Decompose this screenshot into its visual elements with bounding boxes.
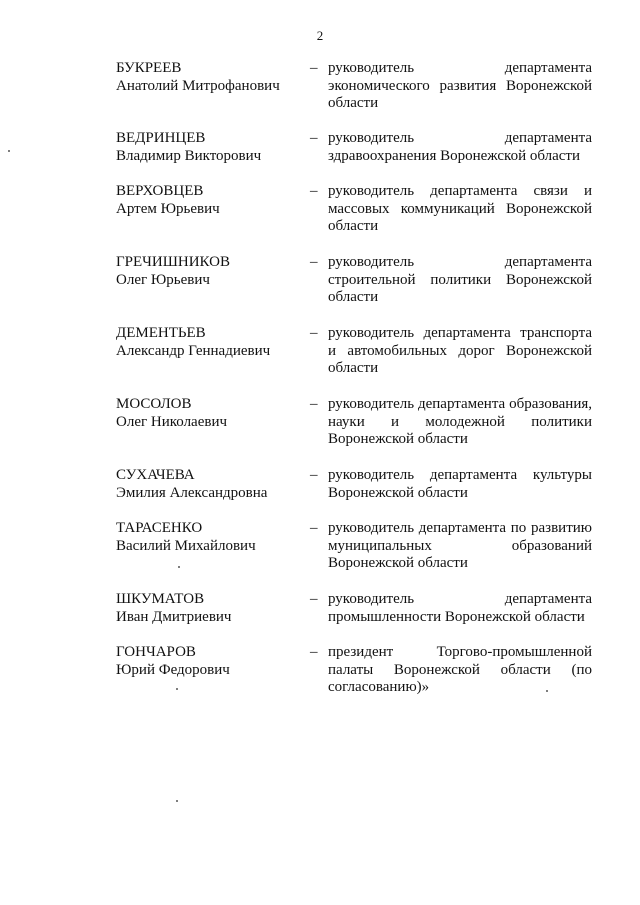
member-name <box>116 183 306 218</box>
member-given-name: Владимир Викторович <box>116 147 262 164</box>
member-given-name: Александр Геннадиевич <box>116 342 271 359</box>
member-given-name: Артем Юрьевич <box>116 200 220 217</box>
member-name <box>116 591 306 626</box>
dash-separator: – <box>310 467 318 483</box>
member-name <box>116 60 306 95</box>
member-surname: ВЕРХОВЦЕВ <box>116 183 204 199</box>
member-role: руководитель департамента образования, науки и молодежной политики Воронежской области <box>328 396 592 447</box>
member-role: руководитель департамента по развитию муниципальных образований Воронежской области <box>328 520 592 571</box>
dash-separator: – <box>310 520 318 536</box>
member-name <box>116 396 306 431</box>
dash-separator: – <box>310 130 318 146</box>
member-role: руководитель департамента экономического развития Воронежской области <box>328 60 592 111</box>
member-name <box>116 130 306 165</box>
scan-speck <box>8 150 10 152</box>
dash-separator: – <box>310 325 318 341</box>
member-given-name: Юрий Федорович <box>116 661 230 678</box>
scan-speck <box>178 566 180 568</box>
member-name <box>116 644 306 679</box>
dash-separator: – <box>310 396 318 412</box>
scan-speck <box>176 688 178 690</box>
member-role: руководитель департамента культуры Воронежской области <box>328 467 592 501</box>
scan-speck <box>176 800 178 802</box>
member-surname: ШКУМАТОВ <box>116 591 205 607</box>
member-name <box>116 325 306 360</box>
member-surname: БУКРЕЕВ <box>116 60 182 76</box>
dash-separator: – <box>310 254 318 270</box>
member-role: руководитель департамента строительной политики Воронежской области <box>328 254 592 305</box>
member-surname: ГРЕЧИШНИКОВ <box>116 254 231 270</box>
dash-separator: – <box>310 60 318 76</box>
member-name <box>116 254 306 289</box>
member-given-name: Анатолий Митрофанович <box>116 77 280 94</box>
member-given-name: Василий Михайлович <box>116 537 256 554</box>
page-number: 2 <box>316 28 324 43</box>
scan-speck <box>546 690 548 692</box>
member-surname: ДЕМЕНТЬЕВ <box>116 325 206 341</box>
member-surname: МОСОЛОВ <box>116 396 192 412</box>
member-name <box>116 467 306 502</box>
member-role: руководитель департамента здравоохранения Воронежской области <box>328 130 592 164</box>
member-role: руководитель департамента промышленности Воронежской области <box>328 591 592 625</box>
member-role: руководитель департамента транспорта и автомобильных дорог Воронежской области <box>328 325 592 376</box>
dash-separator: – <box>310 591 318 607</box>
member-given-name: Олег Николаевич <box>116 413 228 430</box>
member-surname: ТАРАСЕНКО <box>116 520 203 536</box>
member-surname: ВЕДРИНЦЕВ <box>116 130 206 146</box>
member-name <box>116 520 306 555</box>
member-surname: ГОНЧАРОВ <box>116 644 196 660</box>
member-surname: СУХАЧЕВА <box>116 467 195 483</box>
dash-separator: – <box>310 644 318 660</box>
member-given-name: Олег Юрьевич <box>116 271 210 288</box>
member-given-name: Эмилия Александровна <box>116 484 268 501</box>
member-role: руководитель департамента связи и массовых коммуникаций Воронежской области <box>328 183 592 234</box>
member-role: президент Торгово-промышленной палаты Воронежской области (по согласованию)» <box>328 644 592 695</box>
dash-separator: – <box>310 183 318 199</box>
member-given-name: Иван Дмитриевич <box>116 608 232 625</box>
